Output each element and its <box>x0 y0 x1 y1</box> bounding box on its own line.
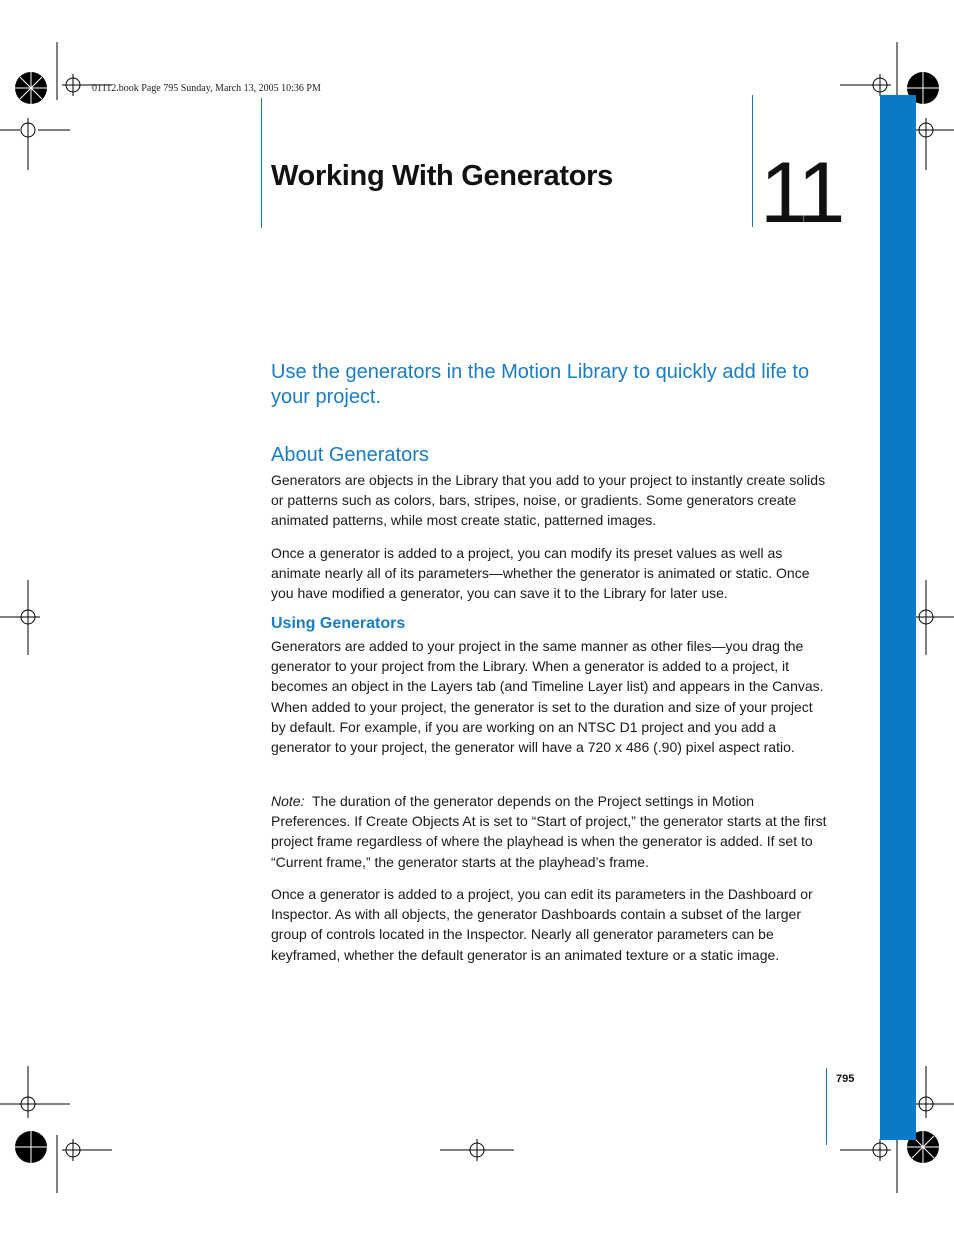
folio-rule <box>826 1068 827 1145</box>
paragraph: Once a generator is added to a project, you can edit its parameters in the Dashboard or Inspector. As with all objects, the generator Dashboards contain a subset of the larger group of controls located in the Inspector. Nearly all generator parameters can be keyframed, whether the default generator is an animated texture or a static image. <box>271 886 813 963</box>
note-text: The duration of the generator depends on the Project settings in Motion Preferences. If Create Objects At is set to “Start of project,” the generator starts at the first project frame regardless of where the playhead is when the generator is added. If set to “Current frame,” the generator starts at the playhead’s frame. <box>271 793 827 870</box>
chapter-tab <box>880 95 916 1140</box>
chapter-title: Working With Generators <box>271 160 613 192</box>
note-paragraph <box>271 791 831 872</box>
section-heading-using: Using Generators <box>271 615 406 632</box>
number-rule <box>752 95 753 227</box>
page-number: 795 <box>836 1073 855 1085</box>
title-rule <box>261 98 262 228</box>
paragraph: Generators are objects in the Library that you add to your project to instantly create solids or patterns such as colors, bars, stripes, noise, or gradients. Some generators create animated patterns, while most create static, patterned images. <box>271 472 826 529</box>
chapter-number: 11 <box>760 145 842 241</box>
slug-line: 01112.book Page 795 Sunday, March 13, 2005 10:36 PM <box>92 83 321 94</box>
paragraph: Once a generator is added to a project, you can modify its preset values as well as animate nearly all of its parameters—whether the generator is animated or static. Once you have modified a generator, you can save it to the Library for later use. <box>271 545 810 602</box>
note-label: Note: <box>271 793 305 809</box>
section-heading-about: About Generators <box>271 444 429 466</box>
paragraph: Generators are added to your project in the same manner as other files—you drag the generator to your project from the Library. When a generator is added to a project, it becomes an object in the Layers tab (and Timeline Layer list) and appears in the Canvas. When added to your project, the generator is set to the duration and size of your project by default. For example, if you are working on an NTSC D1 project and you add a generator to your project, the generator will have a 720 x 486 (.90) pixel aspect ratio. <box>271 638 824 756</box>
chapter-intro: Use the generators in the Motion Library to quickly add life to your project. <box>271 361 810 408</box>
